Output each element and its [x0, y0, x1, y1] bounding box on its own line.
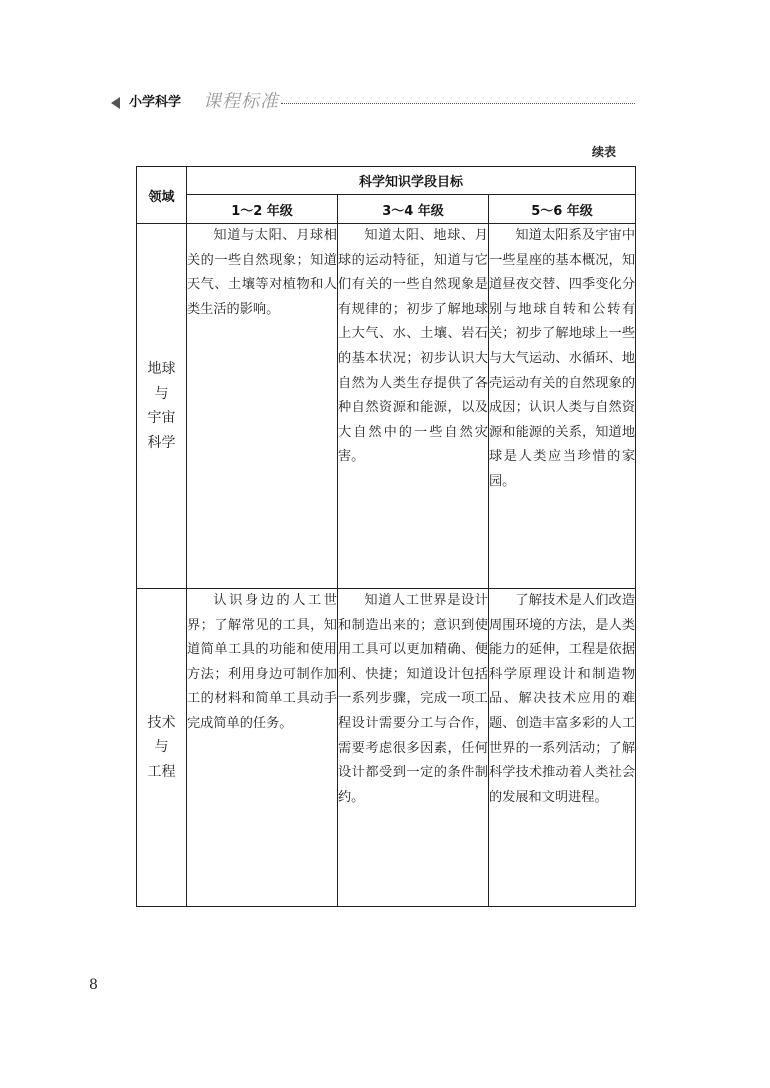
goal-text: 知道太阳系及宇宙中一些星座的基本概况，知道昼夜交替、四季变化分别与地球自转和公转有关；初步了解地球上一些与大气运动、水循环、地壳运动有关的自然现象的成因；认识人类与自然资源和能源的关系，知道地球是人类应当珍惜的家园。 [489, 228, 636, 489]
header-subject: 小学科学 [129, 95, 182, 110]
goal-text: 知道太阳、地球、月球的运动特征，知道与它们有关的一些自然现象是有规律的；初步了解地球上大气、水、土壤、岩石的基本状况；初步认识大自然为人类生存提供了各种自然资源和能源，以及大自然中的一些自然灾害。 [338, 228, 488, 465]
goal-cell [489, 589, 636, 907]
goal-text: 知道人工世界是设计和制造出来的；意识到使用工具可以更加精确、便利、快捷；知道设计包括一系列步骤，完成一项工程设计需要分工与合作，需要考虑很多因素，任何设计都受到一定的条件制约。 [338, 593, 488, 805]
table-subheader-row [137, 195, 636, 224]
goal-text: 认识身边的人工世界；了解常见的工具，知道简单工具的功能和使用方法；利用身边可制作加工的材料和简单工具动手完成简单的任务。 [187, 593, 337, 731]
domain-cell-tech-engineering: 技术 与 工程 [137, 589, 187, 907]
goal-cell [338, 589, 489, 907]
col-header-grade-5-6: 5～6 年级 [489, 195, 636, 224]
continued-table-label: 续表 [592, 145, 617, 159]
table-row [137, 224, 636, 589]
header-standard-title: 课程标准 [203, 91, 279, 112]
goal-text: 了解技术是人们改造周围环境的方法，是人类能力的延伸，工程是依据科学原理设计和制造物品、解决技术应用的难题、创造丰富多彩的人工世界的一系列活动；了解科学技术推动着人类社会的发展和文明进程。 [489, 593, 636, 805]
col-header-grade-1-2: 1～2 年级 [187, 195, 338, 224]
goal-cell [187, 224, 338, 589]
page-number: 8 [89, 977, 98, 993]
running-header [111, 92, 635, 114]
header-dotted-rule [281, 103, 635, 104]
knowledge-goals-table [136, 166, 636, 907]
table-row [137, 589, 636, 907]
table-header-row [137, 167, 636, 195]
goal-text: 知道与太阳、月球相关的一些自然现象；知道天气、土壤等对植物和人类生活的影响。 [187, 228, 337, 317]
goal-cell [489, 224, 636, 589]
col-header-grade-3-4: 3～4 年级 [338, 195, 489, 224]
goal-cell [338, 224, 489, 589]
triangle-left-icon [111, 97, 120, 109]
col-header-domain: 领域 [137, 167, 187, 224]
goal-cell [187, 589, 338, 907]
col-header-group: 科学知识学段目标 [187, 167, 636, 195]
domain-cell-earth-space: 地球 与 宇宙 科学 [137, 224, 187, 589]
